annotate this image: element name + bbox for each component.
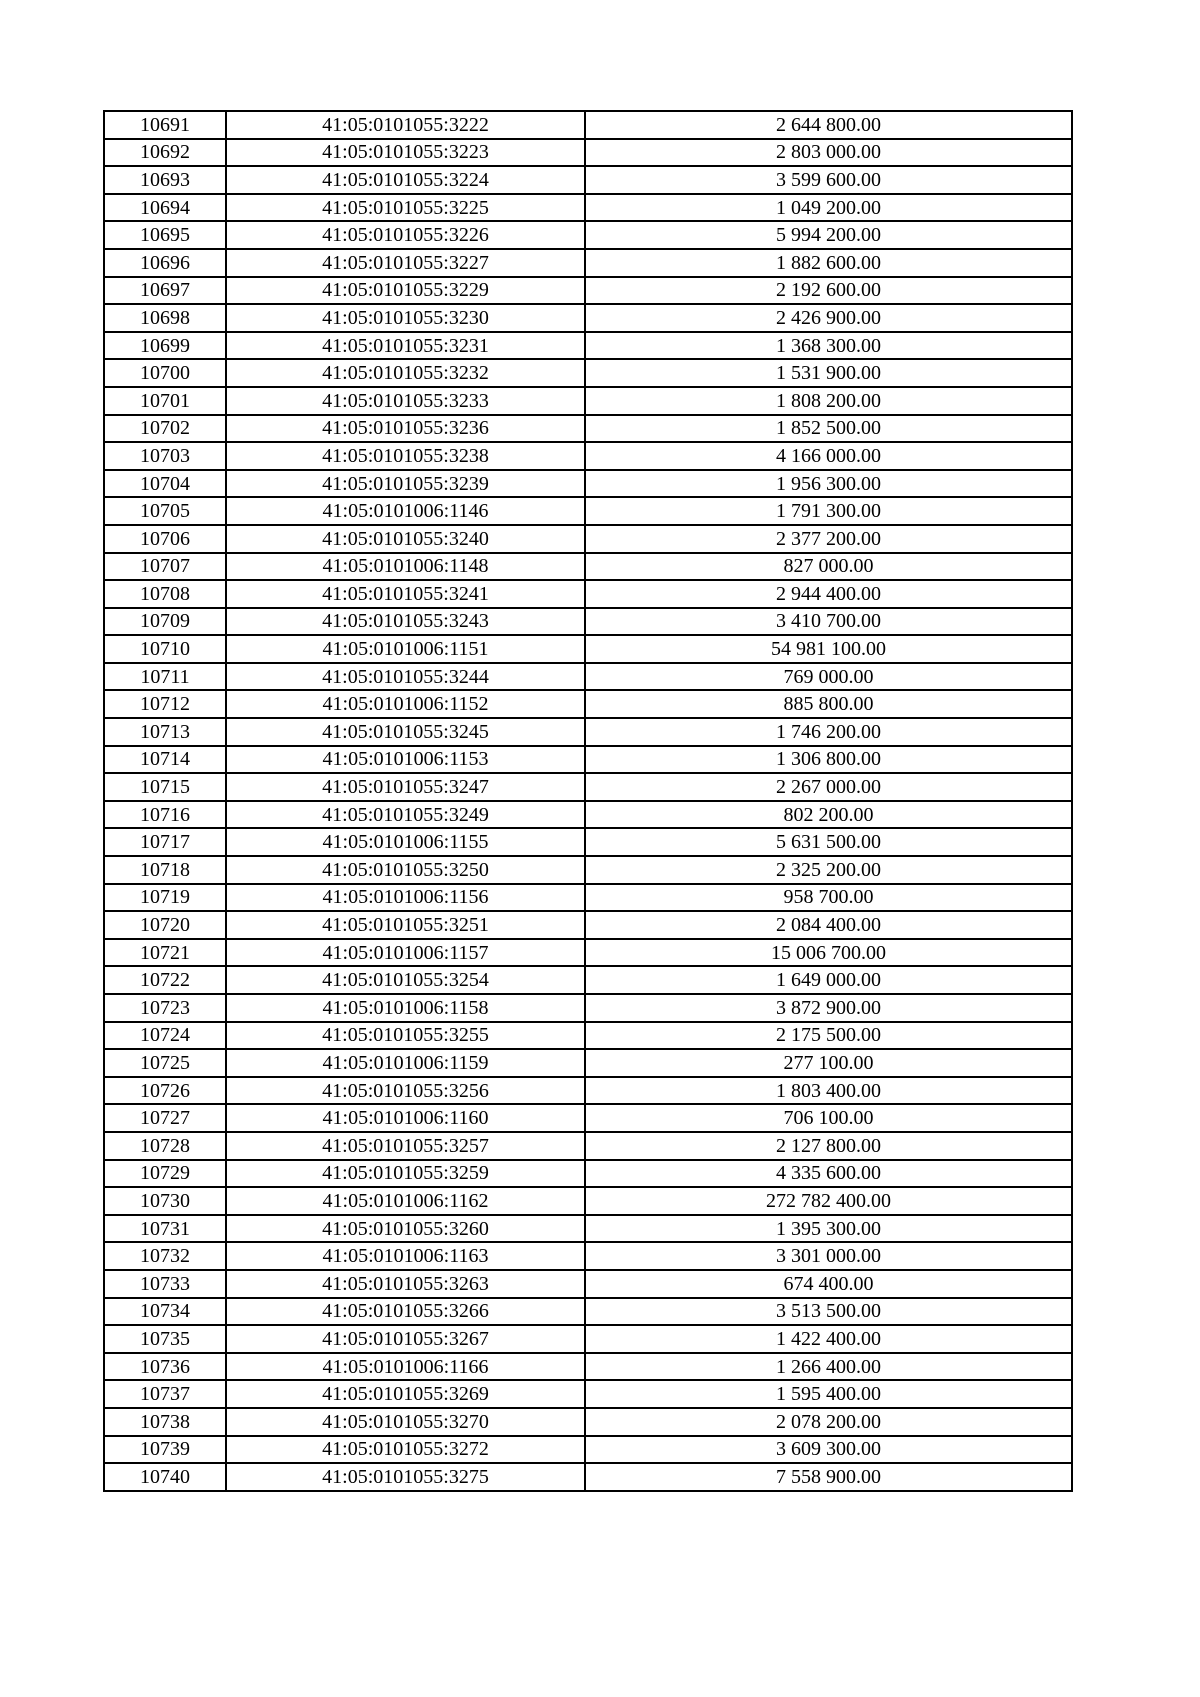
cadastral-number-cell: 41:05:0101006:1155	[226, 828, 585, 856]
cadastral-value-cell: 769 000.00	[585, 663, 1072, 691]
row-number-cell: 10734	[104, 1298, 226, 1326]
cadastral-value-cell: 1 595 400.00	[585, 1380, 1072, 1408]
table-row	[104, 1298, 1072, 1326]
cadastral-number-cell: 41:05:0101006:1157	[226, 939, 585, 967]
cadastral-value-cell: 4 335 600.00	[585, 1160, 1072, 1188]
row-number-cell: 10719	[104, 884, 226, 912]
table-row	[104, 304, 1072, 332]
row-number-cell: 10725	[104, 1049, 226, 1077]
table-row	[104, 442, 1072, 470]
table-row	[104, 111, 1072, 139]
cadastral-value-cell: 2 325 200.00	[585, 856, 1072, 884]
row-number-cell: 10711	[104, 663, 226, 691]
cadastral-value-cell: 7 558 900.00	[585, 1463, 1072, 1491]
row-number-cell: 10738	[104, 1408, 226, 1436]
cadastral-value-cell: 2 426 900.00	[585, 304, 1072, 332]
table-row	[104, 580, 1072, 608]
cadastral-value-cell: 1 956 300.00	[585, 470, 1072, 498]
cadastral-number-cell: 41:05:0101006:1152	[226, 690, 585, 718]
row-number-cell: 10699	[104, 332, 226, 360]
cadastral-value-cell: 4 166 000.00	[585, 442, 1072, 470]
cadastral-value-cell: 1 649 000.00	[585, 966, 1072, 994]
cadastral-number-cell: 41:05:0101055:3226	[226, 221, 585, 249]
row-number-cell: 10726	[104, 1077, 226, 1105]
cadastral-value-cell: 1 395 300.00	[585, 1215, 1072, 1243]
table-row	[104, 718, 1072, 746]
cadastral-number-cell: 41:05:0101055:3249	[226, 801, 585, 829]
table-row	[104, 1160, 1072, 1188]
cadastral-number-cell: 41:05:0101055:3254	[226, 966, 585, 994]
cadastral-value-cell: 1 882 600.00	[585, 249, 1072, 277]
table-row	[104, 221, 1072, 249]
cadastral-number-cell: 41:05:0101055:3247	[226, 773, 585, 801]
cadastral-value-cell: 54 981 100.00	[585, 635, 1072, 663]
cadastral-number-cell: 41:05:0101055:3275	[226, 1463, 585, 1491]
row-number-cell: 10700	[104, 359, 226, 387]
row-number-cell: 10694	[104, 194, 226, 222]
table-row	[104, 635, 1072, 663]
row-number-cell: 10732	[104, 1242, 226, 1270]
table-row	[104, 1242, 1072, 1270]
row-number-cell: 10713	[104, 718, 226, 746]
table-row	[104, 1380, 1072, 1408]
row-number-cell: 10698	[104, 304, 226, 332]
cadastral-number-cell: 41:05:0101055:3222	[226, 111, 585, 139]
table-row	[104, 415, 1072, 443]
cadastral-number-cell: 41:05:0101055:3241	[226, 580, 585, 608]
cadastral-number-cell: 41:05:0101055:3223	[226, 139, 585, 167]
table-row	[104, 332, 1072, 360]
table-row	[104, 690, 1072, 718]
cadastral-value-cell: 3 301 000.00	[585, 1242, 1072, 1270]
table-row	[104, 139, 1072, 167]
table-row	[104, 856, 1072, 884]
table-row	[104, 470, 1072, 498]
table-row	[104, 249, 1072, 277]
row-number-cell: 10714	[104, 746, 226, 774]
table-row	[104, 939, 1072, 967]
cadastral-number-cell: 41:05:0101055:3229	[226, 277, 585, 305]
table-row	[104, 1325, 1072, 1353]
row-number-cell: 10703	[104, 442, 226, 470]
cadastral-value-cell: 3 599 600.00	[585, 166, 1072, 194]
row-number-cell: 10724	[104, 1022, 226, 1050]
table-row	[104, 1187, 1072, 1215]
row-number-cell: 10701	[104, 387, 226, 415]
row-number-cell: 10735	[104, 1325, 226, 1353]
cadastral-value-table	[103, 110, 1073, 1492]
cadastral-number-cell: 41:05:0101055:3224	[226, 166, 585, 194]
table-row	[104, 1049, 1072, 1077]
cadastral-number-cell: 41:05:0101055:3230	[226, 304, 585, 332]
row-number-cell: 10718	[104, 856, 226, 884]
cadastral-number-cell: 41:05:0101006:1156	[226, 884, 585, 912]
cadastral-number-cell: 41:05:0101006:1163	[226, 1242, 585, 1270]
row-number-cell: 10720	[104, 911, 226, 939]
cadastral-number-cell: 41:05:0101055:3244	[226, 663, 585, 691]
table-row	[104, 1408, 1072, 1436]
cadastral-value-cell: 827 000.00	[585, 553, 1072, 581]
cadastral-value-cell: 1 531 900.00	[585, 359, 1072, 387]
row-number-cell: 10717	[104, 828, 226, 856]
table-row	[104, 1353, 1072, 1381]
table-row	[104, 608, 1072, 636]
cadastral-value-cell: 2 377 200.00	[585, 525, 1072, 553]
row-number-cell: 10729	[104, 1160, 226, 1188]
cadastral-number-cell: 41:05:0101055:3227	[226, 249, 585, 277]
table-row	[104, 194, 1072, 222]
row-number-cell: 10704	[104, 470, 226, 498]
cadastral-value-cell: 1 791 300.00	[585, 497, 1072, 525]
table-row	[104, 1132, 1072, 1160]
table-row	[104, 1022, 1072, 1050]
row-number-cell: 10739	[104, 1436, 226, 1464]
table-row	[104, 277, 1072, 305]
cadastral-value-cell: 2 192 600.00	[585, 277, 1072, 305]
cadastral-value-cell: 1 306 800.00	[585, 746, 1072, 774]
table-row	[104, 497, 1072, 525]
cadastral-value-cell: 2 803 000.00	[585, 139, 1072, 167]
table-row	[104, 746, 1072, 774]
cadastral-number-cell: 41:05:0101055:3231	[226, 332, 585, 360]
cadastral-value-cell: 1 049 200.00	[585, 194, 1072, 222]
row-number-cell: 10695	[104, 221, 226, 249]
table-row	[104, 1077, 1072, 1105]
cadastral-value-cell: 958 700.00	[585, 884, 1072, 912]
cadastral-value-cell: 1 746 200.00	[585, 718, 1072, 746]
row-number-cell: 10707	[104, 553, 226, 581]
cadastral-value-cell: 1 808 200.00	[585, 387, 1072, 415]
cadastral-value-cell: 1 422 400.00	[585, 1325, 1072, 1353]
table-row	[104, 1436, 1072, 1464]
table-row	[104, 773, 1072, 801]
row-number-cell: 10737	[104, 1380, 226, 1408]
cadastral-number-cell: 41:05:0101055:3257	[226, 1132, 585, 1160]
row-number-cell: 10721	[104, 939, 226, 967]
table-row	[104, 828, 1072, 856]
cadastral-number-cell: 41:05:0101055:3255	[226, 1022, 585, 1050]
cadastral-value-cell: 272 782 400.00	[585, 1187, 1072, 1215]
cadastral-value-cell: 5 631 500.00	[585, 828, 1072, 856]
row-number-cell: 10691	[104, 111, 226, 139]
table-row	[104, 387, 1072, 415]
cadastral-number-cell: 41:05:0101006:1158	[226, 994, 585, 1022]
cadastral-value-cell: 2 078 200.00	[585, 1408, 1072, 1436]
cadastral-value-cell: 1 852 500.00	[585, 415, 1072, 443]
row-number-cell: 10716	[104, 801, 226, 829]
cadastral-value-cell: 1 803 400.00	[585, 1077, 1072, 1105]
cadastral-value-cell: 5 994 200.00	[585, 221, 1072, 249]
table-row	[104, 553, 1072, 581]
cadastral-value-cell: 1 368 300.00	[585, 332, 1072, 360]
cadastral-value-cell: 1 266 400.00	[585, 1353, 1072, 1381]
table-row	[104, 1104, 1072, 1132]
cadastral-number-cell: 41:05:0101055:3238	[226, 442, 585, 470]
cadastral-value-cell: 2 084 400.00	[585, 911, 1072, 939]
cadastral-number-cell: 41:05:0101055:3260	[226, 1215, 585, 1243]
cadastral-number-cell: 41:05:0101055:3266	[226, 1298, 585, 1326]
row-number-cell: 10710	[104, 635, 226, 663]
cadastral-number-cell: 41:05:0101055:3270	[226, 1408, 585, 1436]
cadastral-number-cell: 41:05:0101055:3267	[226, 1325, 585, 1353]
cadastral-number-cell: 41:05:0101055:3269	[226, 1380, 585, 1408]
cadastral-number-cell: 41:05:0101055:3272	[226, 1436, 585, 1464]
cadastral-value-cell: 885 800.00	[585, 690, 1072, 718]
cadastral-value-cell: 15 006 700.00	[585, 939, 1072, 967]
cadastral-value-cell: 277 100.00	[585, 1049, 1072, 1077]
table-row	[104, 359, 1072, 387]
row-number-cell: 10727	[104, 1104, 226, 1132]
cadastral-number-cell: 41:05:0101055:3259	[226, 1160, 585, 1188]
table-row	[104, 166, 1072, 194]
cadastral-number-cell: 41:05:0101006:1166	[226, 1353, 585, 1381]
cadastral-number-cell: 41:05:0101006:1162	[226, 1187, 585, 1215]
table-row	[104, 1463, 1072, 1491]
cadastral-value-cell: 3 609 300.00	[585, 1436, 1072, 1464]
cadastral-number-cell: 41:05:0101006:1151	[226, 635, 585, 663]
row-number-cell: 10728	[104, 1132, 226, 1160]
row-number-cell: 10740	[104, 1463, 226, 1491]
row-number-cell: 10693	[104, 166, 226, 194]
cadastral-value-cell: 2 267 000.00	[585, 773, 1072, 801]
row-number-cell: 10712	[104, 690, 226, 718]
cadastral-number-cell: 41:05:0101006:1160	[226, 1104, 585, 1132]
cadastral-value-cell: 2 944 400.00	[585, 580, 1072, 608]
cadastral-number-cell: 41:05:0101006:1153	[226, 746, 585, 774]
row-number-cell: 10730	[104, 1187, 226, 1215]
table-row	[104, 1215, 1072, 1243]
table-row	[104, 801, 1072, 829]
cadastral-value-cell: 3 410 700.00	[585, 608, 1072, 636]
row-number-cell: 10733	[104, 1270, 226, 1298]
cadastral-number-cell: 41:05:0101006:1148	[226, 553, 585, 581]
row-number-cell: 10722	[104, 966, 226, 994]
cadastral-value-cell: 2 644 800.00	[585, 111, 1072, 139]
cadastral-number-cell: 41:05:0101055:3250	[226, 856, 585, 884]
cadastral-number-cell: 41:05:0101055:3263	[226, 1270, 585, 1298]
cadastral-number-cell: 41:05:0101006:1146	[226, 497, 585, 525]
cadastral-value-cell: 2 127 800.00	[585, 1132, 1072, 1160]
table-row	[104, 966, 1072, 994]
cadastral-number-cell: 41:05:0101055:3225	[226, 194, 585, 222]
table-row	[104, 884, 1072, 912]
row-number-cell: 10723	[104, 994, 226, 1022]
cadastral-number-cell: 41:05:0101055:3232	[226, 359, 585, 387]
table-row	[104, 994, 1072, 1022]
cadastral-value-cell: 3 513 500.00	[585, 1298, 1072, 1326]
cadastral-number-cell: 41:05:0101055:3239	[226, 470, 585, 498]
table-row	[104, 911, 1072, 939]
table-body	[104, 111, 1072, 1491]
cadastral-number-cell: 41:05:0101055:3240	[226, 525, 585, 553]
cadastral-number-cell: 41:05:0101055:3251	[226, 911, 585, 939]
row-number-cell: 10702	[104, 415, 226, 443]
row-number-cell: 10705	[104, 497, 226, 525]
cadastral-value-cell: 3 872 900.00	[585, 994, 1072, 1022]
row-number-cell: 10692	[104, 139, 226, 167]
table-row	[104, 525, 1072, 553]
row-number-cell: 10706	[104, 525, 226, 553]
cadastral-number-cell: 41:05:0101055:3233	[226, 387, 585, 415]
cadastral-value-cell: 706 100.00	[585, 1104, 1072, 1132]
cadastral-number-cell: 41:05:0101006:1159	[226, 1049, 585, 1077]
cadastral-number-cell: 41:05:0101055:3243	[226, 608, 585, 636]
row-number-cell: 10708	[104, 580, 226, 608]
cadastral-value-cell: 674 400.00	[585, 1270, 1072, 1298]
row-number-cell: 10736	[104, 1353, 226, 1381]
cadastral-number-cell: 41:05:0101055:3245	[226, 718, 585, 746]
cadastral-number-cell: 41:05:0101055:3256	[226, 1077, 585, 1105]
row-number-cell: 10697	[104, 277, 226, 305]
row-number-cell: 10715	[104, 773, 226, 801]
row-number-cell: 10696	[104, 249, 226, 277]
cadastral-number-cell: 41:05:0101055:3236	[226, 415, 585, 443]
table-row	[104, 1270, 1072, 1298]
table-row	[104, 663, 1072, 691]
row-number-cell: 10709	[104, 608, 226, 636]
cadastral-value-cell: 2 175 500.00	[585, 1022, 1072, 1050]
cadastral-value-cell: 802 200.00	[585, 801, 1072, 829]
row-number-cell: 10731	[104, 1215, 226, 1243]
